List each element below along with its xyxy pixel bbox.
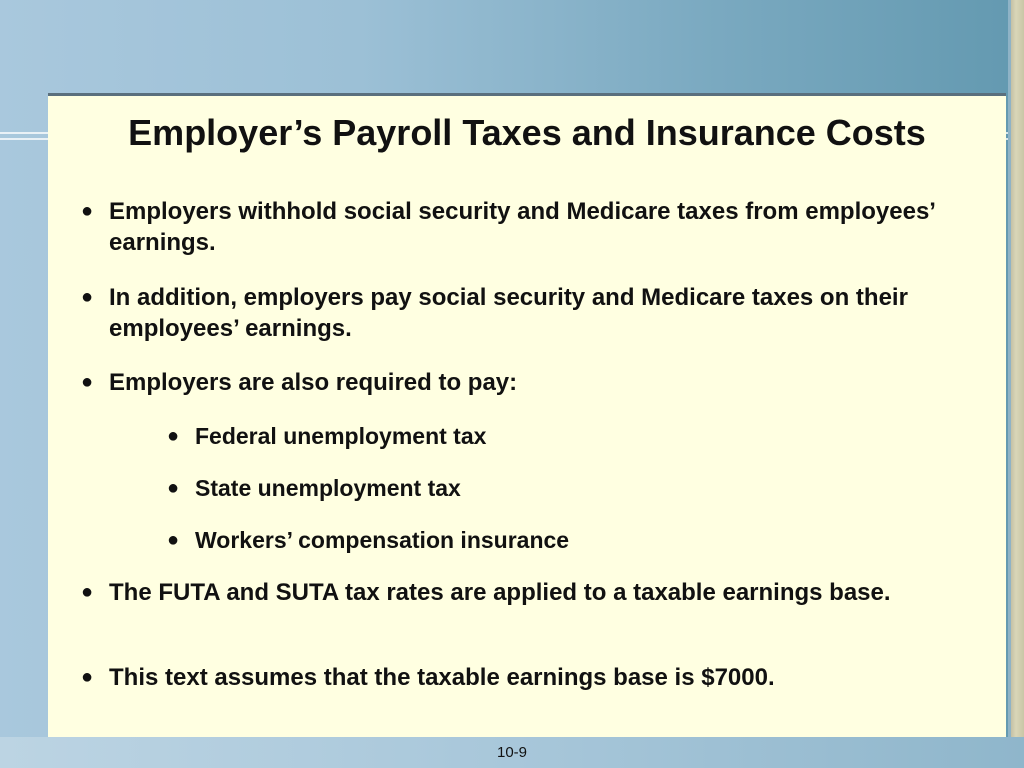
bullet-icon: ● <box>167 529 180 551</box>
sub-bullet-item <box>167 421 867 452</box>
bullet-icon: ● <box>81 371 94 393</box>
bullet-item <box>81 367 961 398</box>
bullet-text: Federal unemployment tax <box>195 423 487 449</box>
bullet-text: Employers are also required to pay: <box>109 369 518 396</box>
side-strip <box>1008 0 1024 768</box>
page-number: 10-9 <box>496 744 528 761</box>
bullet-icon: ● <box>81 286 94 308</box>
bullet-icon: ● <box>81 200 94 222</box>
bullet-icon: ● <box>167 425 180 447</box>
sub-bullet-item <box>167 525 867 556</box>
bullet-text: The FUTA and SUTA tax rates are applied to a taxable earnings base. <box>109 579 891 606</box>
bullet-item <box>81 282 961 344</box>
bullet-text: State unemployment tax <box>195 475 461 501</box>
bullet-text: This text assumes that the taxable earnings base is $7000. <box>109 664 775 691</box>
bullet-item <box>81 577 961 608</box>
bullet-text: Workers’ compensation insurance <box>195 527 570 553</box>
sub-bullet-item <box>167 473 867 504</box>
bullet-text: In addition, employers pay social security and Medicare taxes on their employees’ earnings. <box>109 284 908 342</box>
bullet-icon: ● <box>81 666 94 688</box>
bullet-icon: ● <box>167 477 180 499</box>
bullet-item <box>81 196 961 258</box>
slide-content-panel <box>48 93 1006 737</box>
bullet-icon: ● <box>81 581 94 603</box>
slide-title: Employer’s Payroll Taxes and Insurance Costs <box>128 112 926 153</box>
bullet-item <box>81 662 961 693</box>
bullet-text: Employers withhold social security and Medicare taxes from employees’ earnings. <box>109 198 935 256</box>
